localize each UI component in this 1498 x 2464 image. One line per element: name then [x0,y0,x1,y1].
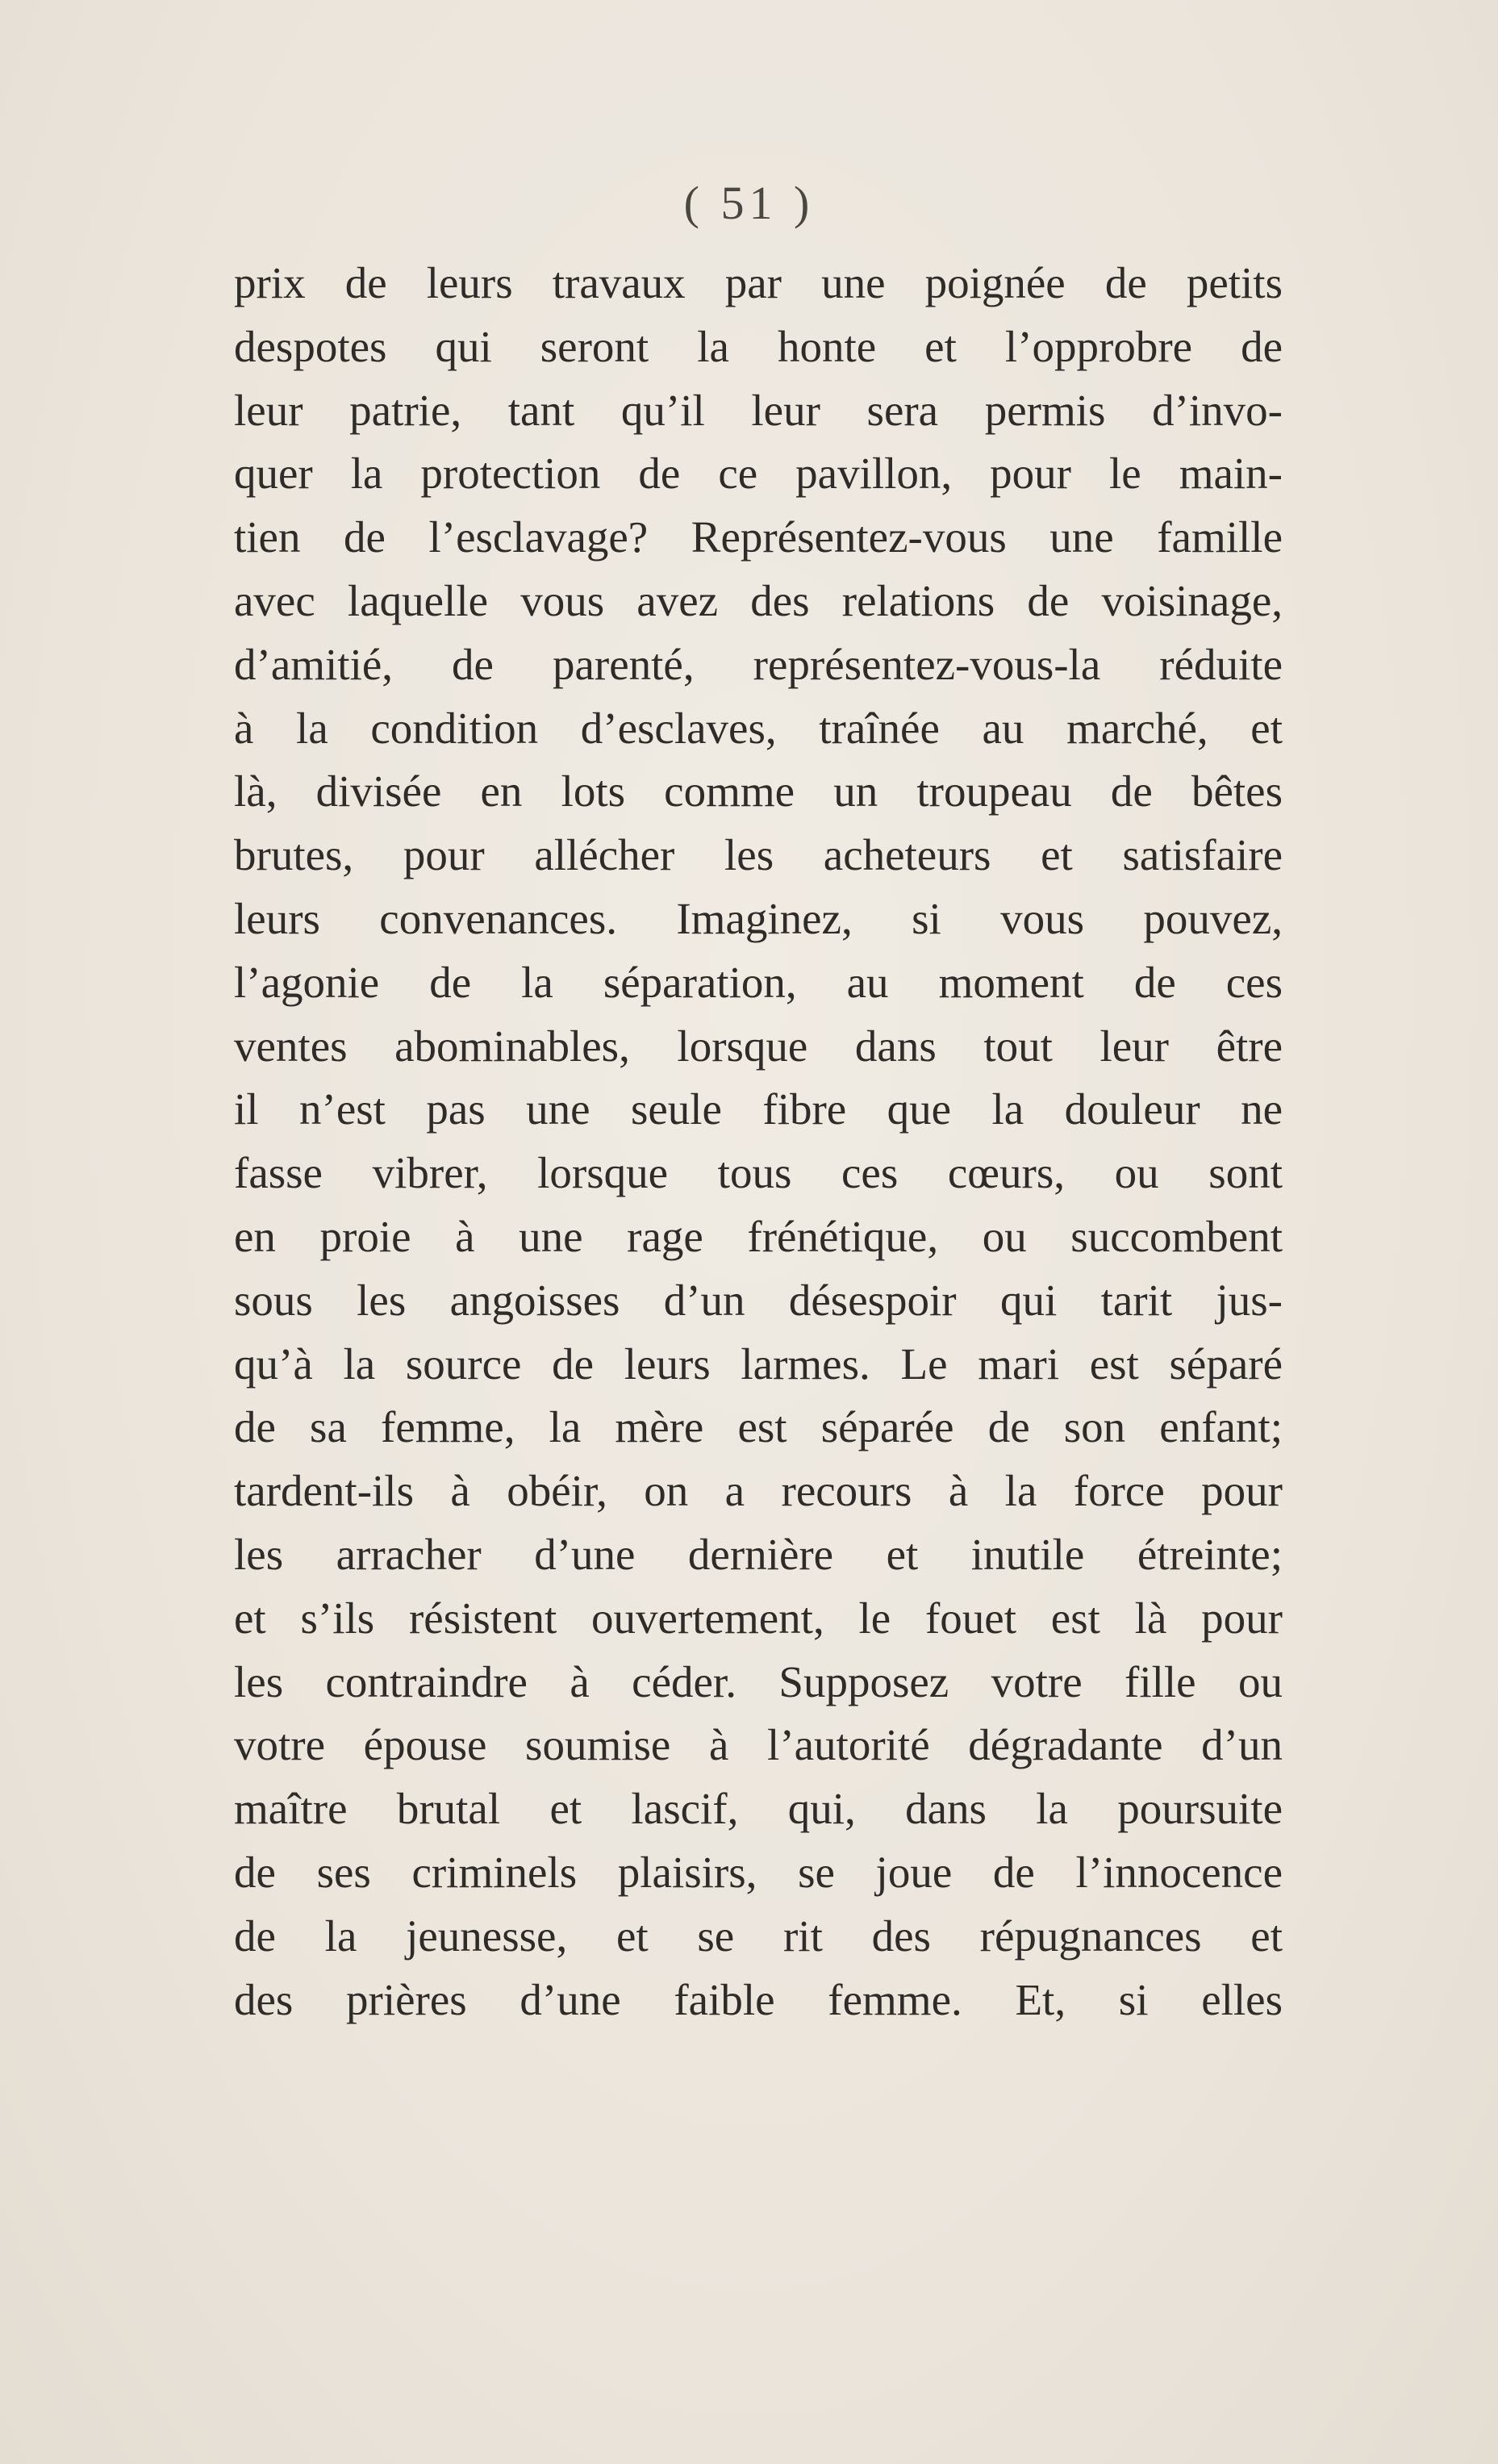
text-line: de ses criminels plaisirs, se joue de l’innocence [234,1847,1283,1897]
text-line: despotes qui seront la honte et l’opprobre de [234,321,1283,371]
text-line: là, divisée en lots comme un troupeau de bêtes [234,766,1283,816]
text-line: avec laquelle vous avez des relations de voisinage, [234,575,1283,625]
text-line: les contraindre à céder. Supposez votre fille ou [234,1656,1283,1706]
text-line: d’amitié, de parenté, représentez-vous-la réduite [234,639,1283,689]
text-line: ventes abominables, lorsque dans tout leur être [234,1021,1283,1071]
page-number: ( 51 ) [683,177,815,229]
text-line: brutes, pour allécher les acheteurs et satisfaire [234,830,1283,880]
text-line: de la jeunesse, et se rit des répugnances et [234,1911,1283,1961]
text-line: prix de leurs travaux par une poignée de petits [234,258,1283,307]
text-line: l’agonie de la séparation, au moment de ces [234,957,1283,1007]
text-line: de sa femme, la mère est séparée de son enfant; [234,1402,1283,1452]
text-line: tien de l’esclavage? Représentez-vous une famille [234,512,1283,562]
text-line: des prières d’une faible femme. Et, si elles [234,1974,1283,2024]
text-line: qu’à la source de leurs larmes. Le mari est séparé [234,1338,1283,1389]
text-line: votre épouse soumise à l’autorité dégradante d’un [234,1720,1283,1770]
text-line: il n’est pas une seule fibre que la douleur ne [234,1084,1283,1134]
text-line: leurs convenances. Imaginez, si vous pouvez, [234,893,1283,943]
text-line: tardent-ils à obéir, on a recours à la force pour [234,1466,1283,1516]
text-line: leur patrie, tant qu’il leur sera permis d’invo- [234,385,1283,435]
text-line: sous les angoisses d’un désespoir qui tarit jus- [234,1275,1283,1325]
text-line: à la condition d’esclaves, traînée au marché, et [234,703,1283,753]
text-line: en proie à une rage frénétique, ou succombent [234,1211,1283,1261]
text-line: maître brutal et lascif, qui, dans la poursuite [234,1784,1283,1834]
text-line: quer la protection de ce pavillon, pour le main- [234,449,1283,499]
text-line: fasse vibrer, lorsque tous ces cœurs, ou sont [234,1148,1283,1198]
text-line: les arracher d’une dernière et inutile étreinte; [234,1529,1283,1579]
body-text [234,252,1283,2032]
text-line: et s’ils résistent ouvertement, le fouet est là pour [234,1593,1283,1643]
